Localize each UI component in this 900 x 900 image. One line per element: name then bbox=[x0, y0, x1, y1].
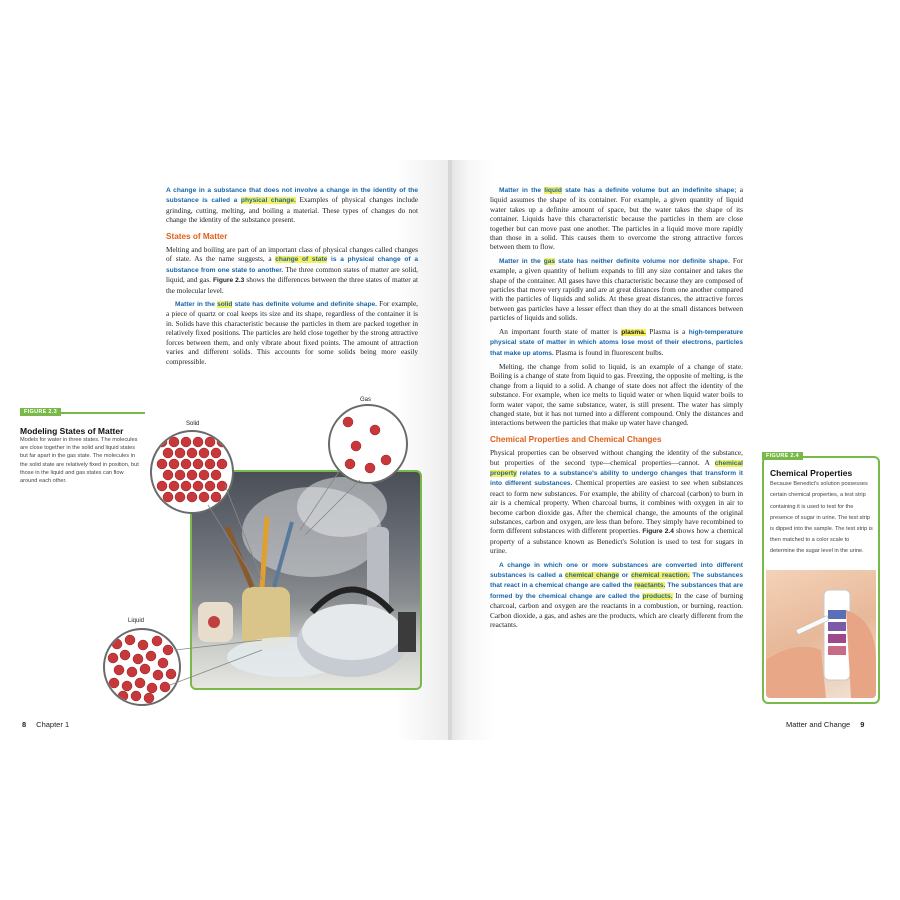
right-page-number: 9 bbox=[860, 720, 865, 729]
figure-2-3-caption: Models for water in three states. The molecules are close together in the solid and liquid states but far apart in the gas state. The molecules in the solid state are relatively fixed in position, but those in the liquid and gas states can flow around each other. bbox=[20, 437, 139, 485]
states-paragraph-2: Matter in the solid state has definite volume and definite shape. For example, a piece of quartz or coal keeps its size and its shape, regardless of the container it is in. Solids have this characteristic because the particles in them are packed together in relatively fixed positions. The particles are held close together by the strong attractive forces between them, and only vibrate about fixed points. The amount of attraction varies and different solids. This accounts for some solids being more easily compressible. bbox=[166, 299, 419, 366]
figure-2-4-caption: Because Benedict's solution possesses certain chemical properties, a test strip containing it is used to test for the presence of sugar in urine. The test strip is dipped into the sample. The test strip is then matched to a color scale to determine the sugar level in the urine. bbox=[770, 481, 873, 555]
term-reactants: reactants. bbox=[634, 582, 666, 590]
figure-2-3-tag: FIGURE 2.3 bbox=[20, 408, 61, 416]
gas-paragraph: Matter in the gas state has neither definite volume nor definite shape. For example, a given quantity of helium expands to fill any size container and takes the shape of the container. All gases have this characteristic because they are composed of particles that move very rapidly and are at great distances from one another compared with the particles of liquids and solids. At these great distances, the attractive forces between gas particles have a lesser effect than they do at the small distances between particles of liquids and solids. bbox=[490, 255, 743, 323]
term-solid: solid bbox=[217, 301, 233, 309]
figure-2-3-title: Modeling States of Matter bbox=[20, 426, 124, 436]
liquid-label: Liquid bbox=[128, 618, 145, 624]
term-physical-change: physical change. bbox=[240, 197, 296, 205]
plasma-paragraph: An important fourth state of matter is plasma. Plasma is a high-temperature physical state of matter in which atoms lose most of their electrons, particles that make up atoms. Plasma is found in fluorescent bulbs. bbox=[490, 326, 743, 357]
figure-2-4-tag: FIGURE 2.4 bbox=[762, 452, 803, 460]
figure-2-4-title: Chemical Properties bbox=[770, 468, 853, 478]
liquid-paragraph: Matter in the liquid state has a definite volume but an indefinite shape; a liquid assumes the shape of its container. For example, a given quantity of liquid water takes up a definite amount of space, but the water takes the shape of its container. Liquids have this characteristic because the particles in them are close together but can move past one another. The particles in a liquid move more rapidly than those in a solid. This causes them to overcome the strong attractive forces between them to flow. bbox=[490, 185, 743, 252]
term-liquid: liquid bbox=[544, 187, 562, 194]
term-plasma: plasma. bbox=[621, 328, 646, 336]
chemical-paragraph-1: Physical properties can be observed without changing the identity of the substance, but properties of the second type—chemical properties—cannot. A chemical property relates to a substance's ability to undergo changes that transform it into different substances. Chemical properties are easiest to see when substances react to form new substances. For example, the ability of charcoal (carbon) to burn in air is a chemical property. When charcoal burns, it combines with oxygen in air to become carbon dioxide gas. After the chemical change, the amounts of the original substances, carbon and oxygen, are less than before. They simply have recombined to form different substances with different properties. Figure 2.4 shows how a chemical property of a substance known as Benedict's Solution is used to test for sugars in urine. bbox=[490, 448, 743, 556]
term-chemical-property: chemical property bbox=[490, 459, 743, 477]
states-paragraph-1: Melting and boiling are part of an important class of physical changes called changes of state. As the name suggests, a change of state is a physical change of a substance from one state to another. The three common states of matter are solid, liquid, and gas. Figure 2.3 shows the differences between the three states of matter at the molecular level. bbox=[166, 245, 418, 295]
figure-2-4-caption-block bbox=[770, 468, 874, 556]
term-change-of-state: change of state bbox=[275, 256, 328, 264]
left-chapter-label: Chapter 1 bbox=[36, 720, 70, 729]
figure-2-4-box bbox=[762, 453, 880, 704]
callout-lines bbox=[0, 0, 450, 740]
test-strip-photo bbox=[766, 570, 876, 698]
right-text-column bbox=[490, 185, 743, 633]
heading-states-of-matter: States of Matter bbox=[166, 231, 228, 241]
term-products: products. bbox=[642, 592, 673, 600]
right-chapter-label: Matter and Change bbox=[786, 720, 851, 729]
right-footer bbox=[786, 720, 864, 729]
heading-chemical-properties: Chemical Properties and Chemical Changes bbox=[490, 434, 662, 444]
chemical-paragraph-2: A change in which one or more substances are converted into different substances is called a chemical change or chemical reaction. The substances that react in a chemical change are called the reactants. The substances that are formed by the chemical change are called the products. In the case of burning charcoal, carbon and oxygen are the reactants in a combustion, or burning, reaction. Carbon dioxide, a gas, and ashes are the products, which are clearly different from the reactants. bbox=[490, 561, 744, 630]
gas-label: Gas bbox=[360, 397, 372, 403]
term-chemical-reaction: chemical reaction. bbox=[631, 572, 690, 580]
left-footer bbox=[22, 720, 69, 729]
test-strip-illustration bbox=[766, 570, 876, 698]
left-page-number: 8 bbox=[22, 720, 27, 729]
melting-paragraph: Melting, the change from solid to liquid, is an example of a change of state. Boiling is a change of state from liquid to gas. Freezing, the opposite of melting, is the change from a liquid to a solid. A change of state does not affect the identity of the substance. For example, when ice melts to liquid water or when liquid water boils to form water vapor, the same substance, water, is still present. The water has simply changed state, but it has not turned into a different compound. Only the distances and interactions between the particles that make up water have changed. bbox=[490, 361, 743, 428]
term-gas: gas bbox=[543, 257, 556, 265]
solid-label: Solid bbox=[186, 421, 200, 427]
term-chemical-change: chemical change bbox=[565, 572, 620, 580]
intro-paragraph: A change in a substance that does not involve a change in the identity of the substance is called a physical change. Examples of physical changes include grinding, cutting, melting, and boiling a material. These types of changes do not change the identity of the substance present. bbox=[166, 187, 418, 225]
